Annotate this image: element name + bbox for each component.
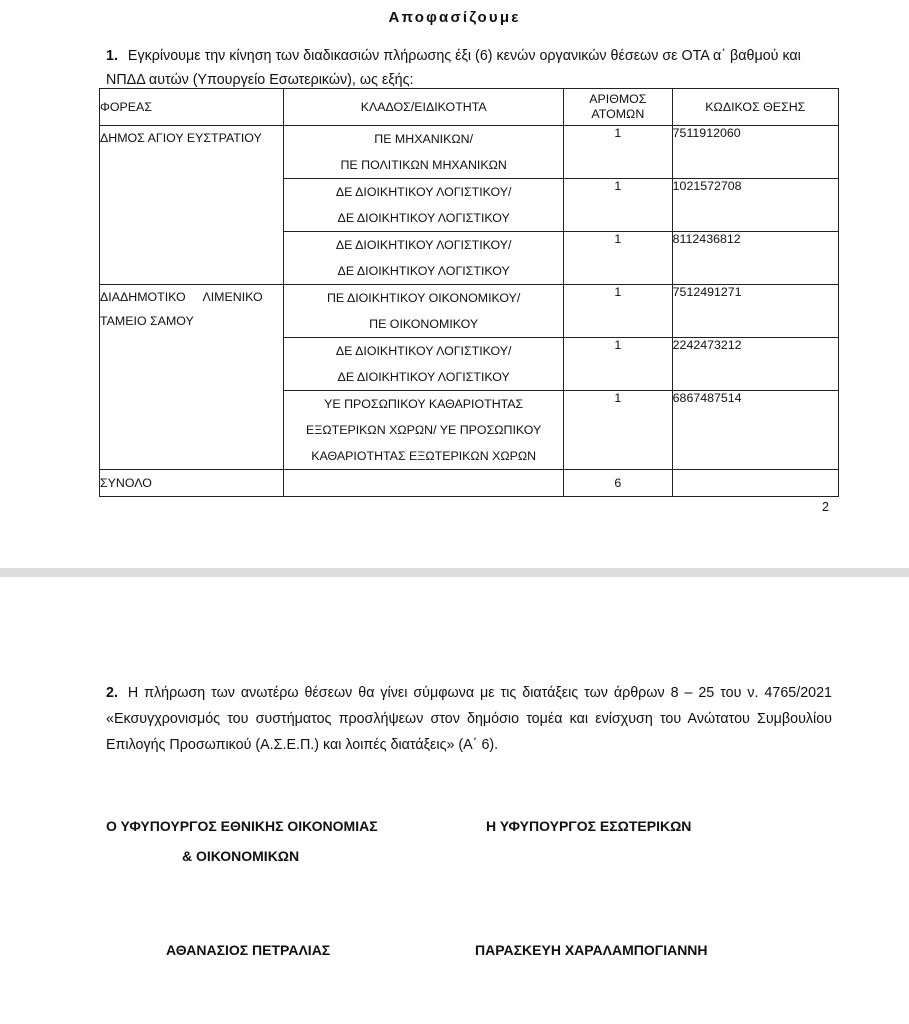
specialty-cell	[284, 179, 564, 232]
table-row	[100, 126, 839, 179]
header-count-line2: ΑΤΟΜΩΝ	[591, 107, 645, 121]
header-count	[564, 89, 673, 126]
specialty-line: ΚΑΘΑΡΙΟΤΗΤΑΣ ΕΞΩΤΕΡΙΚΩΝ ΧΩΡΩΝ	[311, 449, 537, 463]
specialty-line: ΔΕ ΔΙΟΙΚΗΤΙΚΟΥ ΛΟΓΙΣΤΙΚΟΥ/	[335, 238, 512, 252]
code-cell: 7512491271	[672, 285, 838, 338]
code-cell: 2242473212	[672, 338, 838, 391]
specialty-cell	[284, 126, 564, 179]
specialty-line: ΔΕ ΔΙΟΙΚΗΤΙΚΟΥ ΛΟΓΙΣΤΙΚΟΥ	[337, 264, 510, 278]
paragraph-1	[106, 44, 834, 92]
count-cell: 1	[564, 285, 673, 338]
total-label: ΣΥΝΟΛΟ	[100, 470, 284, 497]
header-code: ΚΩΔΙΚΟΣ ΘΕΣΗΣ	[672, 89, 838, 126]
code-cell: 8112436812	[672, 232, 838, 285]
count-cell: 1	[564, 232, 673, 285]
table-header-row	[100, 89, 839, 126]
paragraph-2-text: Η πλήρωση των ανωτέρω θέσεων θα γίνει σύμφωνα με τις διατάξεις των άρθρων 8 – 25 του ν. 4765/2021 «Εκσυγχρονισμός του συστήματος προσλήψεων στον δημόσιο τομέα και ενίσχυση του Ανώτατου Συμβουλίου Επιλογής Προσωπικού (Α.Σ.Ε.Π.) και λοιπές διατάξεις» (Α΄ 6).	[106, 685, 832, 753]
specialty-line: ΔΕ ΔΙΟΙΚΗΤΙΚΟΥ ΛΟΓΙΣΤΙΚΟΥ	[337, 370, 510, 384]
specialty-line: ΠΕ ΜΗΧΑΝΙΚΩΝ/	[374, 132, 474, 146]
specialty-line: ΔΕ ΔΙΟΙΚΗΤΙΚΟΥ ΛΟΓΙΣΤΙΚΟΥ/	[335, 344, 512, 358]
code-cell: 7511912060	[672, 126, 838, 179]
total-empty-cell	[672, 470, 838, 497]
paragraph-2	[106, 680, 832, 758]
total-row	[100, 470, 839, 497]
decision-heading: Αποφασίζουμε	[388, 9, 521, 26]
specialty-line: ΥΕ ΠΡΟΣΩΠΙΚΟΥ ΚΑΘΑΡΙΟΤΗΤΑΣ	[324, 397, 524, 411]
count-cell: 1	[564, 338, 673, 391]
code-cell: 6867487514	[672, 391, 838, 470]
count-cell: 1	[564, 391, 673, 470]
page-number: 2	[822, 500, 829, 514]
agency-cell	[100, 126, 284, 285]
signature-left-title-line2: & ΟΙΚΟΝΟΜΙΚΩΝ	[182, 848, 300, 864]
count-cell: 1	[564, 179, 673, 232]
code-cell: 1021572708	[672, 179, 838, 232]
signature-left-name: ΑΘΑΝΑΣΙΟΣ ΠΕΤΡΑΛΙΑΣ	[166, 942, 331, 958]
header-count-line1: ΑΡΙΘΜΟΣ	[589, 92, 647, 106]
positions-table	[99, 88, 839, 497]
specialty-line: ΠΕ ΠΟΛΙΤΙΚΩΝ ΜΗΧΑΝΙΚΩΝ	[340, 158, 507, 172]
signature-right-title: Η ΥΦΥΠΟΥΡΓΟΣ ΕΣΩΤΕΡΙΚΩΝ	[486, 818, 692, 834]
specialty-line: ΕΞΩΤΕΡΙΚΩΝ ΧΩΡΩΝ/ ΥΕ ΠΡΟΣΩΠΙΚΟΥ	[306, 423, 542, 437]
header-agency: ΦΟΡΕΑΣ	[100, 89, 284, 126]
page-break-divider	[0, 568, 909, 577]
agency-name: ΔΗΜΟΣ ΑΓΙΟΥ ΕΥΣΤΡΑΤΙΟΥ	[100, 131, 262, 145]
paragraph-1-number: 1.	[106, 48, 118, 64]
header-specialty: ΚΛΑΔΟΣ/ΕΙΔΙΚΟΤΗΤΑ	[284, 89, 564, 126]
specialty-line: ΠΕ ΔΙΟΙΚΗΤΙΚΟΥ ΟΙΚΟΝΟΜΙΚΟΥ/	[326, 291, 521, 305]
specialty-line: ΔΕ ΔΙΟΙΚΗΤΙΚΟΥ ΛΟΓΙΣΤΙΚΟΥ	[337, 211, 510, 225]
signature-right-name: ΠΑΡΑΣΚΕΥΗ ΧΑΡΑΛΑΜΠΟΓΙΑΝΝΗ	[475, 942, 708, 958]
total-empty-cell	[284, 470, 564, 497]
signature-left-title: Ο ΥΦΥΠΟΥΡΓΟΣ ΕΘΝΙΚΗΣ ΟΙΚΟΝΟΜΙΑΣ	[106, 818, 378, 834]
specialty-cell	[284, 391, 564, 470]
specialty-cell	[284, 338, 564, 391]
agency-name-line2: ΤΑΜΕΙΟ ΣΑΜΟΥ	[100, 314, 194, 328]
table-row	[100, 285, 839, 338]
specialty-cell	[284, 285, 564, 338]
agency-cell	[100, 285, 284, 470]
specialty-line: ΔΕ ΔΙΟΙΚΗΤΙΚΟΥ ΛΟΓΙΣΤΙΚΟΥ/	[335, 185, 512, 199]
agency-name-line1: ΔΙΑΔΗΜΟΤΙΚΟ ΛΙΜΕΝΙΚΟ	[100, 290, 263, 304]
paragraph-2-number: 2.	[106, 685, 118, 701]
specialty-cell	[284, 232, 564, 285]
total-count: 6	[564, 470, 673, 497]
paragraph-1-text: Εγκρίνουμε την κίνηση των διαδικασιών πλήρωσης έξι (6) κενών οργανικών θέσεων σε ΟΤΑ α΄ βαθμού και ΝΠΔΔ αυτών (Υπουργείο Εσωτερικών), ως εξής:	[106, 48, 801, 88]
specialty-line: ΠΕ ΟΙΚΟΝΟΜΙΚΟΥ	[369, 317, 479, 331]
count-cell: 1	[564, 126, 673, 179]
